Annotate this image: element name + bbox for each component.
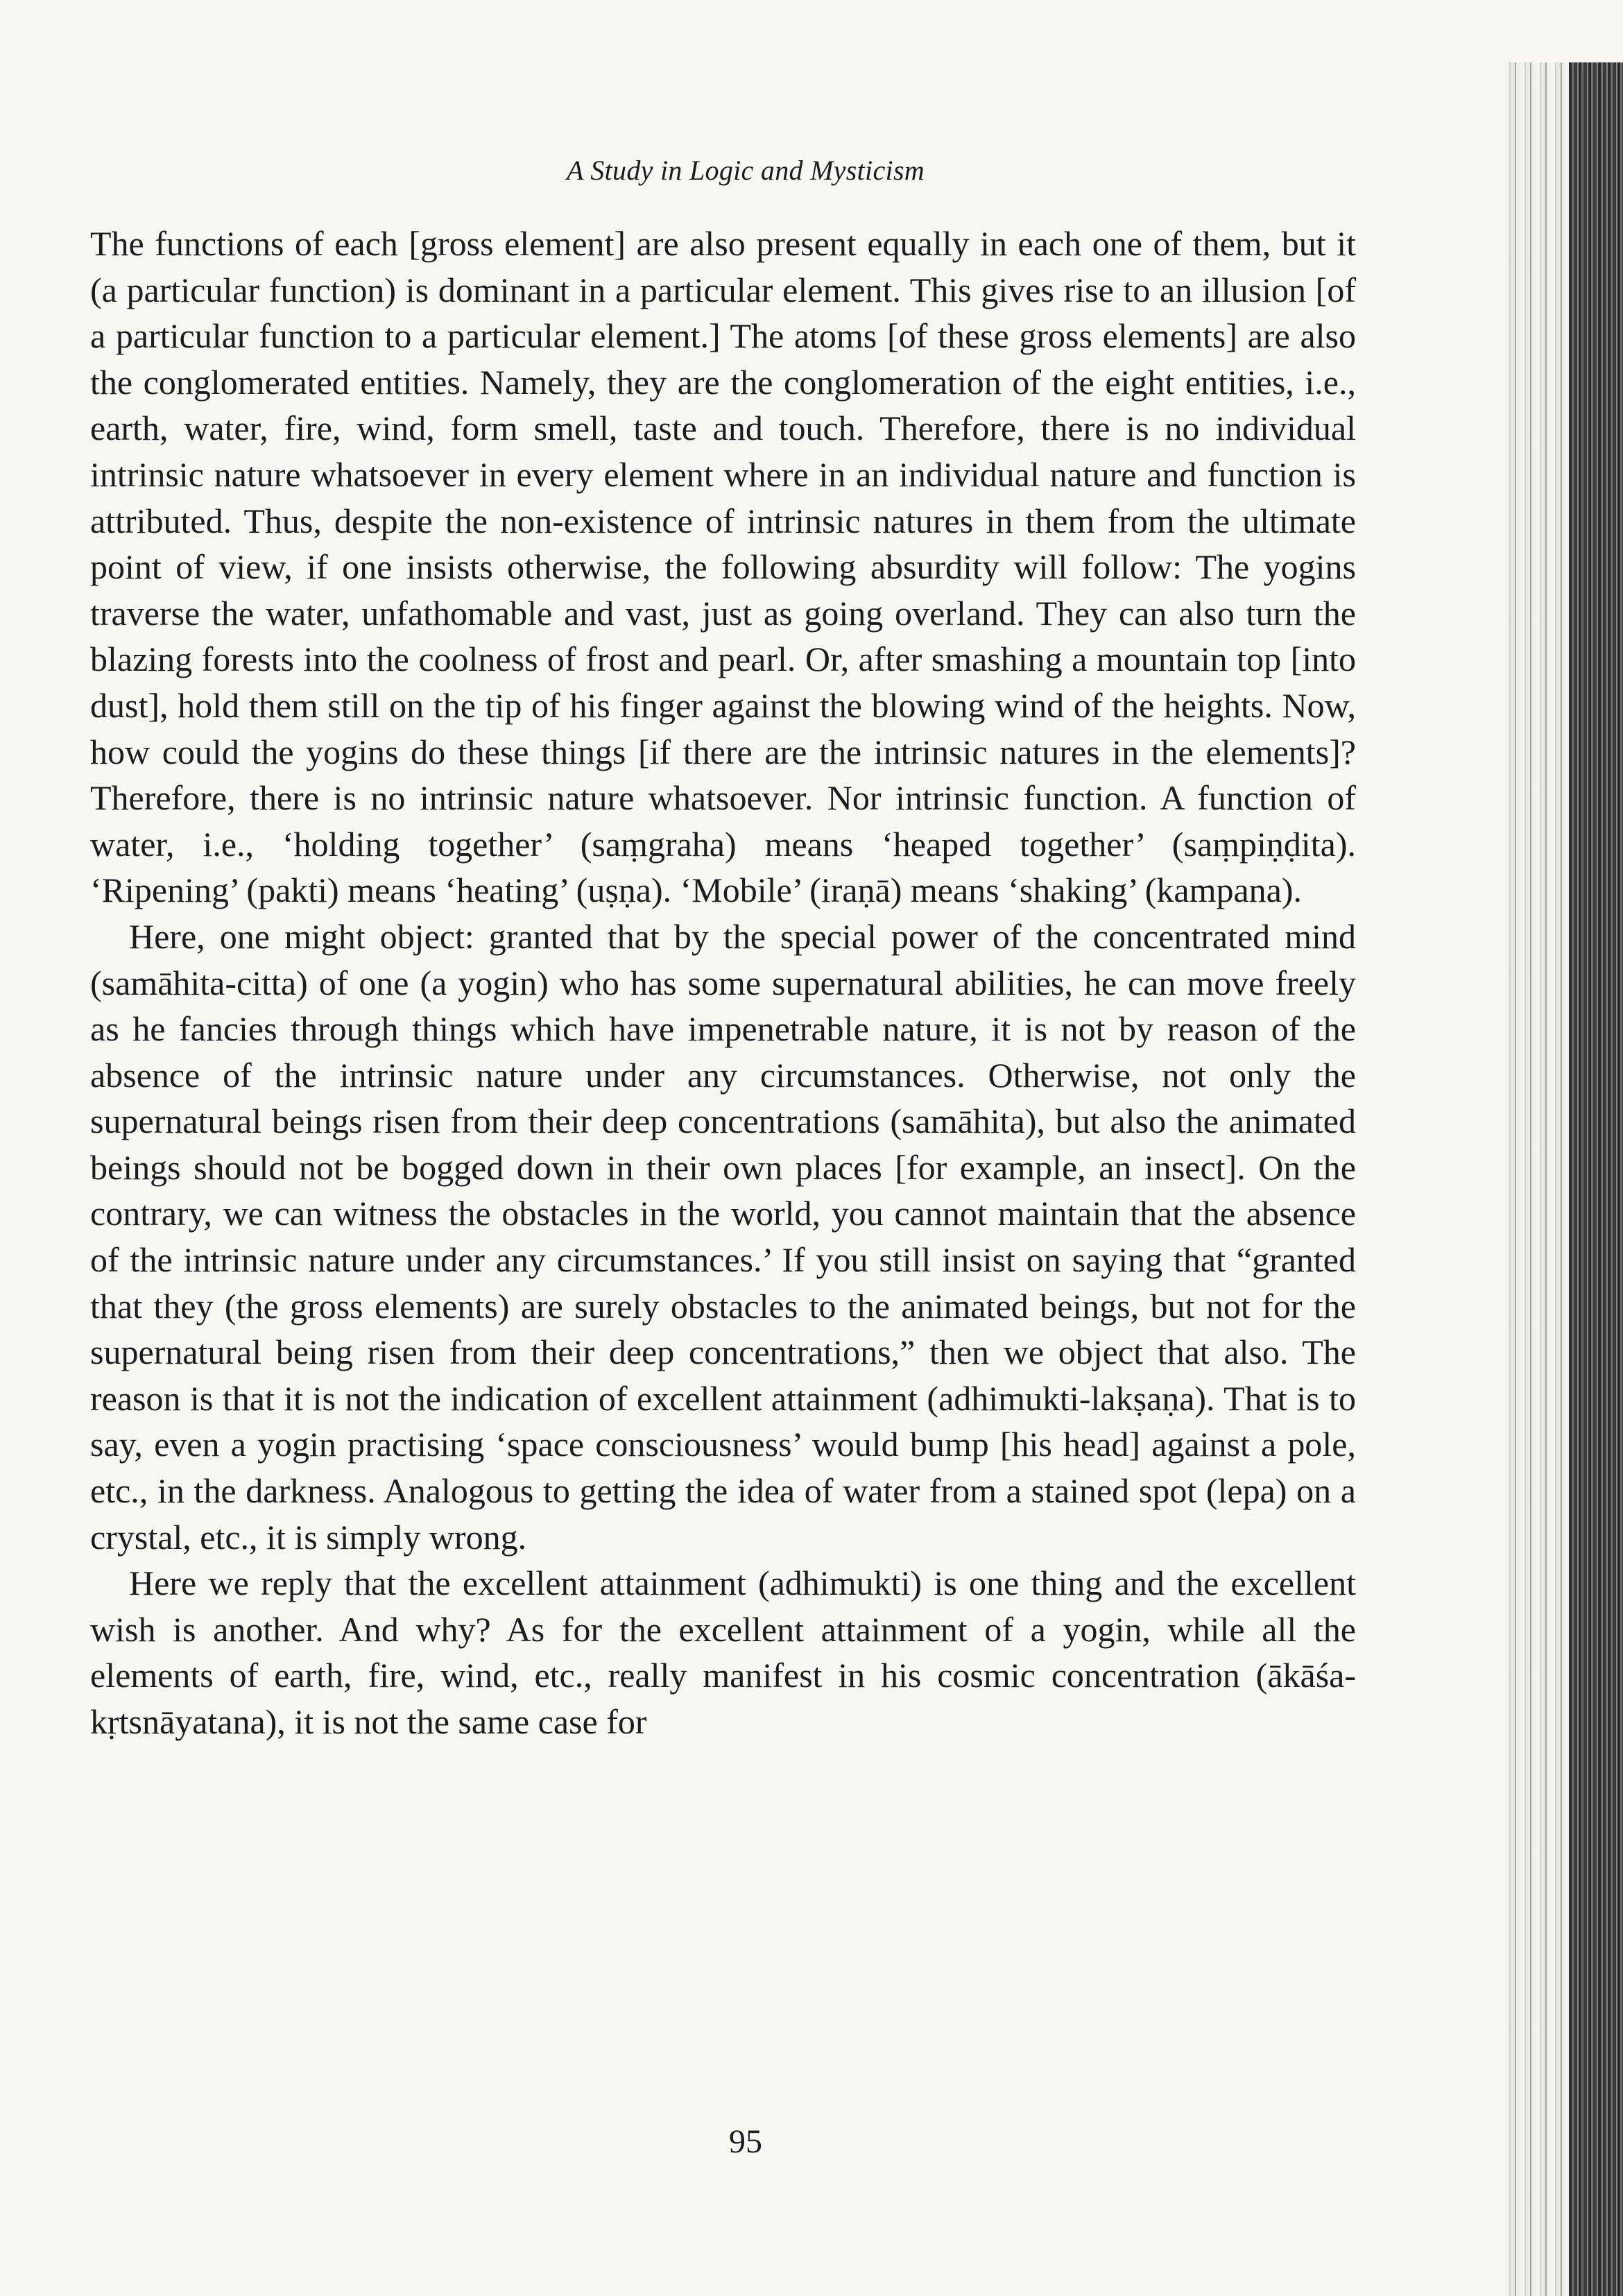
scanned-binding-shadow	[1569, 62, 1623, 2296]
paragraph-3: Here we reply that the excellent attainment (adhimukti) is one thing and the excellent wish is another. And why? As for the excellent attainment of a yogin, while all the elements of earth, fire, wind, etc., really manifest in his cosmic concentration (ākāśa-kṛtsnāyatana), it is not the same case for	[90, 1563, 1356, 1741]
paragraph-2: Here, one might object: granted that by the special power of the concentrated mind (samāhita-citta) of one (a yogin) who has some supernatural abilities, he can move freely as he fancies through things which have impenetrable nature, it is not by reason of the absence of the intrinsic nature under any circumstances. Otherwise, not only the supernatural beings risen from their deep concentrations (samāhita), but also the animated beings should not be bogged down in their own places [for example, an insect]. On the contrary, we can witness the obstacles in the world, you cannot maintain that the absence of the intrinsic nature under any circumstances.’ If you still insist on saying that “granted that they (the gross elements) are surely obstacles to the animated beings, but not for the supernatural being risen from their deep concentrations,” then we object that also. The reason is that it is not the indication of excellent attainment (adhimukti-lakṣaṇa). That is to say, even a yogin practising ‘space consciousness’ would bump [his head] against a pole, etc., in the darkness. Analogous to getting the idea of water from a stained spot (lepa) on a crystal, etc., it is simply wrong.	[90, 916, 1356, 1557]
paragraph-1: The functions of each [gross element] are also present equally in each one of them, but it (a particular function) is dominant in a particular element. This gives rise to an illusion [of a particular function to a particular element.] The atoms [of these gross elements] are also the conglomerated entities. Namely, they are the conglomeration of the eight entities, i.e., earth, water, fire, wind, form smell, taste and touch. Therefore, there is no individual intrinsic nature whatsoever in every element where in an individual nature and function is attributed. Thus, despite the non-existence of intrinsic natures in them from the ultimate point of view, if one insists otherwise, the following absurdity will follow: The yogins traverse the water, unfathomable and vast, just as going overland. They can also turn the blazing forests into the coolness of frost and pearl. Or, after smashing a mountain top [into dust], hold them still on the tip of his finger against the blowing wind of the heights. Now, how could the yogins do these things [if there are the intrinsic natures in the elements]? Therefore, there is no intrinsic nature whatsoever. Nor intrinsic function. A function of water, i.e., ‘holding together’ (saṃgraha) means ‘heaped together’ (saṃpiṇḍita). ‘Ripening’ (pakti) means ‘heating’ (uṣṇa). ‘Mobile’ (iraṇā) means ‘shaking’ (kampana).	[90, 224, 1356, 910]
page-number: 95	[729, 2123, 762, 2160]
running-head: A Study in Logic and Mysticism	[567, 155, 925, 186]
body-text	[90, 221, 1356, 1745]
